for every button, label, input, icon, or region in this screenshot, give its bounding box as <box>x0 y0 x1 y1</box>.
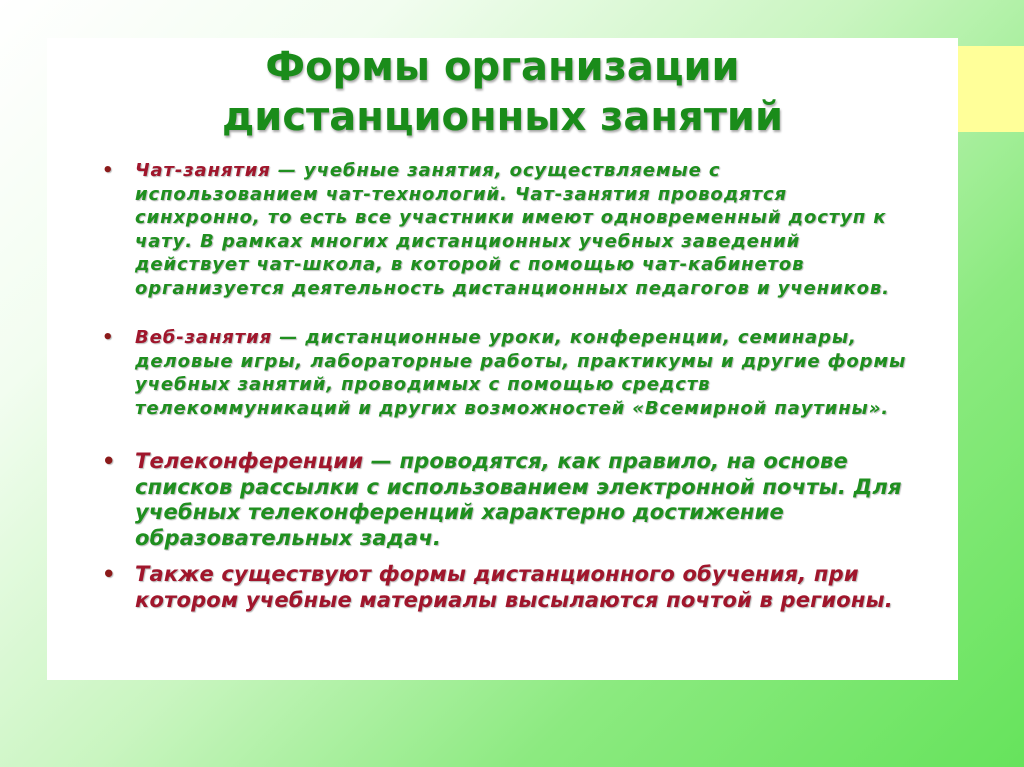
slide-title <box>47 42 958 142</box>
list-item-teleconferences <box>87 449 907 551</box>
slide-title-line-1: Формы организации <box>265 44 740 90</box>
term-chat-lessons: Чат-занятия <box>135 160 271 181</box>
slide-title-line-2: дистанционных занятий <box>222 94 783 140</box>
bullet-icon: • <box>102 562 116 586</box>
list-item-text <box>135 449 907 551</box>
bullet-icon: • <box>102 449 116 473</box>
bullet-icon: • <box>102 160 115 181</box>
definition-chat-lessons: — учебные занятия, осуществляемые с использованием чат-технологий. Чат-занятия проводятся синхронно, то есть все участники имеют одновременный доступ к чату. В рамках многих дистанционных учебных заведений действует чат-школа, в которой с помощью чат-кабинетов организуется деятельность дистанционных педагогов и учеников. <box>135 160 890 299</box>
bullet-icon: • <box>102 327 115 348</box>
term-web-lessons: Веб-занятия <box>135 327 273 348</box>
list-item-web-lessons <box>87 326 907 420</box>
list-item-mail-learning <box>87 562 907 613</box>
definition-teleconferences: — проводятся, как правило, на основе списков рассылки с использованием электронной почты. Для учебных телеконференций характерно достижение образовательных задач. <box>135 449 902 550</box>
definition-web-lessons: — дистанционные уроки, конференции, семинары, деловые игры, лабораторные работы, практикумы и другие формы учебных занятий, проводимых с помощью средств телекоммуникаций и других возможностей «Всемирной паутины». <box>135 327 907 419</box>
decorative-yellow-bar <box>958 46 1024 132</box>
list-item-text-mail-learning: Также существуют формы дистанционного обучения, при котором учебные материалы высылаются почтой в регионы. <box>135 562 893 612</box>
list-item-chat-lessons <box>87 159 907 300</box>
list-item-text <box>135 159 907 300</box>
list-item-text <box>135 326 907 420</box>
term-teleconferences: Телеконференции <box>135 449 364 473</box>
slide-panel <box>47 38 958 680</box>
